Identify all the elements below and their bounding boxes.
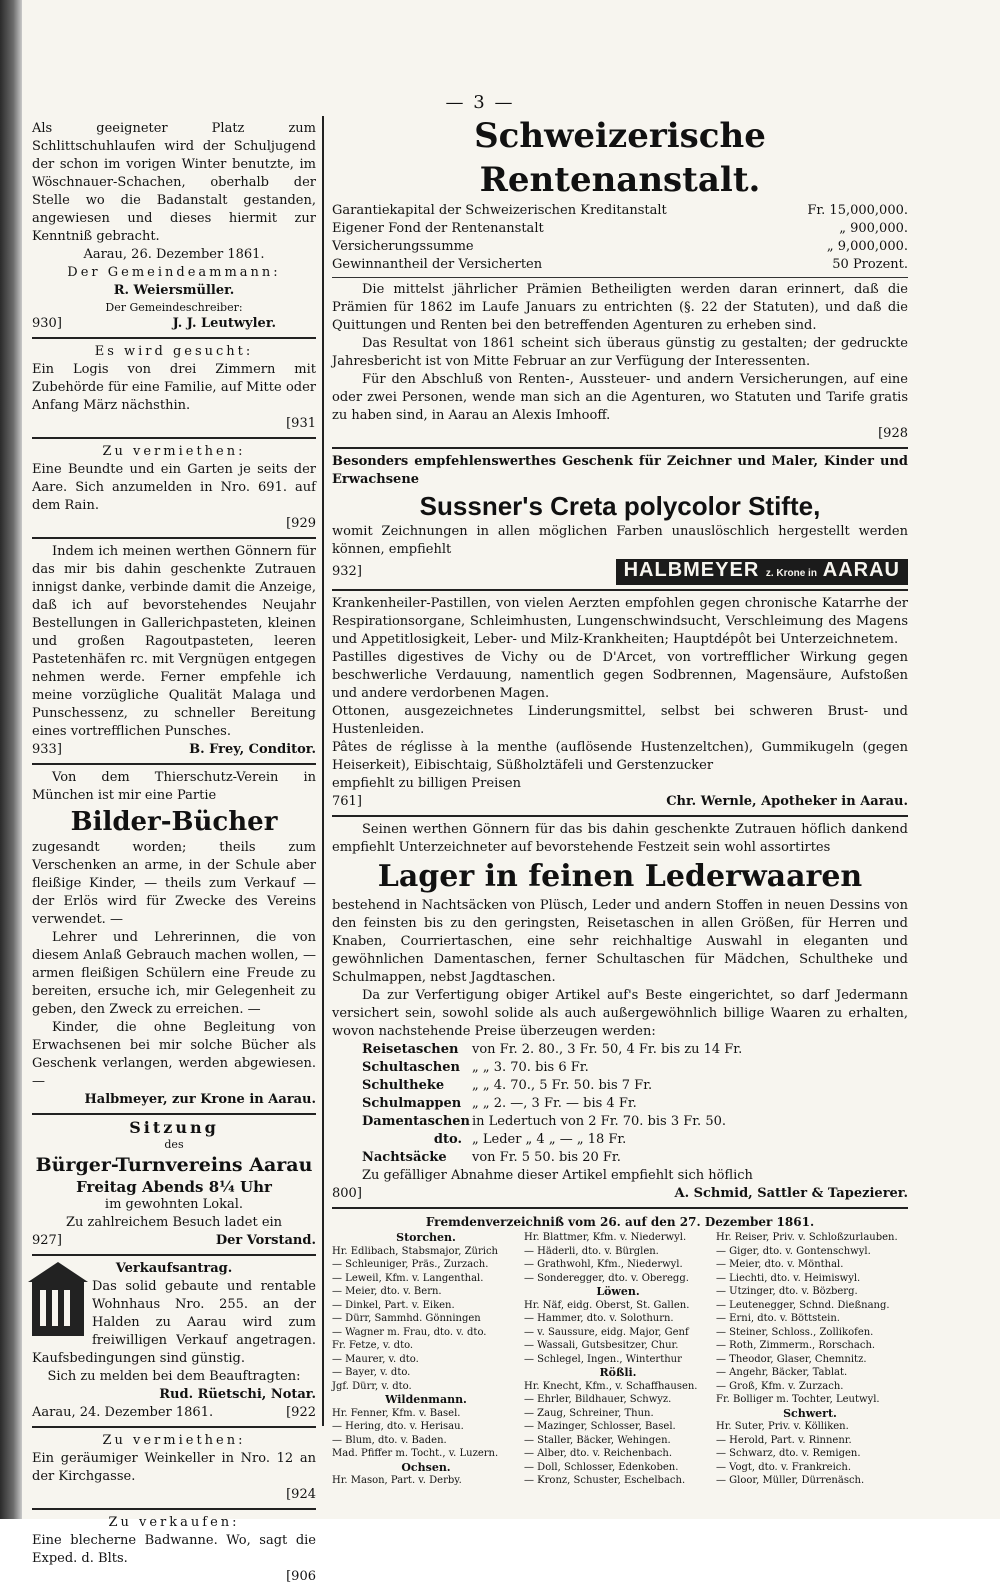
ad-heading: Zu verkaufen: [108, 1515, 240, 1530]
guest-entry: — Schlegel, Ingen., Winterthur [524, 1353, 682, 1365]
place-date: Aarau, 26. Dezember 1861. [83, 247, 265, 262]
guest-entry: Jgf. Dürr, v. dto. [332, 1380, 412, 1392]
ad-number: 761] [332, 794, 362, 809]
ad-text: Zu gefälliger Abnahme dieser Artikel empfiehlt sich höflich [362, 1168, 753, 1183]
guest-entry: Hr. Suter, Priv. v. Kölliken. [716, 1421, 849, 1432]
signer-name: Der Vorstand. [215, 1233, 316, 1248]
ad-heading: Es wird gesucht: [94, 344, 254, 359]
price-item: Schultheke [362, 1078, 445, 1093]
guest-entry: — Blum, dto. v. Baden. [332, 1434, 447, 1446]
halbmeyer-logo [616, 559, 908, 585]
ad-text: Ein geräumiger Weinkeller in Nro. 12 an der Kirchgasse. [32, 1451, 316, 1484]
ad-title: Lager in feinen Lederwaaren [377, 859, 863, 894]
ad-text: Ottonen, ausgezeichnetes Linderungsmittel, selbst bei schweren Brust- und Hustenleiden. [332, 704, 908, 737]
page-binding-edge [0, 0, 22, 1519]
signer-name: R. Weiersmüller. [113, 283, 235, 298]
price-value: „ „ 2. —, 3 Fr. — bis 4 Fr. [472, 1096, 637, 1111]
signer-name: A. Schmid, Sattler & Tapezierer. [674, 1186, 908, 1201]
ad-number: 930] [32, 316, 62, 331]
guest-entry: — Angehr, Bäcker, Tablat. [716, 1367, 848, 1378]
guest-entry: Hr. Fenner, Kfm. v. Basel. [332, 1407, 461, 1419]
price-item: Reisetaschen [362, 1042, 459, 1057]
guest-entry: — Dürr, Sammhd. Gönningen [332, 1313, 481, 1324]
guest-entry: Hr. Näf, eidg. Oberst, St. Gallen. [524, 1299, 690, 1311]
ad-number: [931 [286, 416, 316, 431]
signer-name: Rud. Rüetschi, Notar. [159, 1387, 316, 1402]
ad-number: [922 [286, 1405, 316, 1420]
fund-row [332, 202, 908, 220]
fund-label: Garantiekapital der Schweizerischen Kreditanstalt [332, 203, 667, 218]
ad-text: Pâtes de réglisse à la menthe (auflösende Hustenzeltchen), Gummikugeln (gegen Heiserkeit), Eibischtaig, Süßholztäfeli und Gerstenzucker [332, 740, 908, 773]
list-title: Fremdenverzeichniß vom 26. auf den 27. Dezember 1861. [425, 1215, 815, 1229]
ad-text: Für den Abschluß von Renten-, Aussteuer- und andern Versicherungen, auf eine oder zwei Personen, wende man sich an die Agenturen, wo Statuten und Tarife gratis zu haben sind, in Aarau an Alexis Imhooff. [332, 372, 908, 423]
ad-text: Das Resultat von 1861 scheint sich überaus günstig zu gestalten; der gedruckte Jahresbericht ist von Mitte Februar an zur Verfügung der Interessenten. [332, 336, 908, 369]
guest-entry: — Zaug, Schreiner, Thun. [524, 1407, 654, 1419]
ad-text: Eine Beundte und ein Garten je seits der Aare. Sich anzumelden in Nro. 691. auf dem Rain. [32, 462, 316, 513]
divider [32, 1508, 316, 1510]
ad-intro: Besonders empfehlenswerthes Geschenk für Zeichner und Maler, Kinder und Erwachsene [332, 454, 908, 487]
ad-heading: Zu vermiethen: [102, 1433, 246, 1448]
guest-entry: — v. Saussure, eidg. Major, Genf [524, 1326, 689, 1338]
hotel-name: Schwert. [783, 1406, 837, 1420]
guest-entry: — Meier, dto. v. Bern. [332, 1286, 442, 1297]
guest-entry: — Alber, dto. v. Reichenbach. [524, 1448, 673, 1459]
ad-turnverein [32, 1119, 316, 1250]
guest-entry: — Gloor, Müller, Dürrenäsch. [716, 1475, 865, 1486]
ad-text: Pastilles digestives de Vichy ou de D'Arcet, von vortrefflicher Wirkung gegen beschwerliche Verdauung, namentlich gegen Sodbrennen, Magensäure, Aufstoßen und andere verdorbenen Magen. [332, 650, 908, 701]
price-item: Schulmappen [362, 1096, 462, 1111]
ad-creta-stifte [332, 453, 908, 585]
fund-value: 50 Prozent. [832, 257, 908, 272]
ad-bilder-buecher [32, 769, 316, 1109]
guest-entry: — Ehrler, Bildhauer, Schwyz. [524, 1394, 672, 1405]
ad-text: womit Zeichnungen in allen möglichen Farben unauslöschlich hergestellt werden können, empfiehlt [332, 524, 908, 557]
guest-entry: — Schleuniger, Präs., Zurzach. [332, 1259, 489, 1270]
guest-entry: — Groß, Kfm. v. Zurzach. [716, 1380, 844, 1392]
guest-entry: — Mazinger, Schlosser, Basel. [524, 1421, 676, 1432]
guest-entry: — Dinkel, Part. v. Eiken. [332, 1299, 455, 1311]
ad-number: 932] [332, 564, 362, 579]
meeting-place: im gewohnten Lokal. [104, 1197, 244, 1212]
guest-entry: — Maurer, v. dto. [332, 1353, 419, 1365]
fund-label: Gewinnantheil der Versicherten [332, 257, 543, 272]
price-row [362, 1113, 908, 1131]
ad-number: 927] [32, 1233, 62, 1248]
guest-entry: — Grathwohl, Kfm., Niederwyl. [524, 1259, 683, 1270]
place-date: Aarau, 24. Dezember 1861. [32, 1405, 214, 1420]
guest-list [332, 1231, 908, 1488]
divider [32, 1113, 316, 1115]
divider [32, 437, 316, 439]
ad-text: Eine blecherne Badwanne. Wo, sagt die Exped. d. Blts. [32, 1533, 316, 1566]
guest-entry: — Utzinger, dto. v. Bözberg. [716, 1286, 858, 1297]
hotel-name: Rößli. [599, 1366, 637, 1379]
guest-entry: — Theodor, Glaser, Chemnitz. [716, 1353, 867, 1365]
ad-number: 933] [32, 742, 62, 757]
hotel-name: Wildenmann. [385, 1393, 467, 1406]
price-value: „ „ 4. 70., 5 Fr. 50. bis 7 Fr. [472, 1078, 653, 1093]
guest-entry: Hr. Edlibach, Stabsmajor, Zürich [332, 1245, 498, 1257]
page-number: — 3 — [445, 92, 515, 113]
ad-title: Bilder-Bücher [70, 807, 278, 837]
ad-intro: Von dem Thierschutz-Verein in München ist mir eine Partie [32, 770, 316, 803]
ad-title: Sussner's Creta polycolor Stifte, [419, 491, 821, 521]
ad-number: [928 [878, 426, 908, 441]
contact-line: Sich zu melden bei dem Beauftragten: [47, 1369, 301, 1384]
signer-name: Chr. Wernle, Apotheker in Aarau. [666, 794, 908, 809]
guest-entry: — Erni, dto. v. Böttstein. [716, 1313, 840, 1324]
guest-entry: — Herold, Part. v. Rinnenr. [716, 1434, 852, 1446]
guest-entry: — Leutenegger, Schnd. Dießnang. [716, 1299, 890, 1311]
ad-number: [924 [286, 1487, 316, 1502]
ad-text: Lehrer und Lehrerinnen, die von diesem Anlaß Gebrauch machen wollen, — armen fleißigen Schülern eine Freude zu bereiten, ersuche ich, mir Gelegenheit zu geben, den Zweck zu erreichen. — [32, 930, 316, 1017]
fund-value: „ 900,000. [839, 221, 908, 236]
ad-text: Als geeigneter Platz zum Schlittschuhlaufen wird der Schuljugend der schon im vorigen Winter benutzte, im Wöschnauer-Schachen, oberhalb der Stelle wo die Badanstalt gestanden, angewiesen und dieses hiermit zur Kenntniß gebracht. [32, 121, 316, 244]
ad-schlittschuh [32, 120, 316, 333]
price-item: Schultaschen [362, 1060, 460, 1075]
guest-entry: — Leweil, Kfm. v. Langenthal. [332, 1272, 484, 1284]
signer-name: Halbmeyer, zur Krone in Aarau. [84, 1092, 316, 1107]
logo-name: HALBMEYER [623, 559, 760, 581]
guest-entry: Hr. Reiser, Priv. v. Schloßzurlauben. [716, 1232, 898, 1243]
ad-number: 800] [332, 1186, 362, 1201]
guest-entry: Hr. Mason, Part. v. Derby. [332, 1475, 462, 1486]
price-item: Nachtsäcke [362, 1150, 447, 1165]
price-value: „ Leder „ 4 „ — „ 18 Fr. [472, 1132, 627, 1147]
price-row [362, 1059, 908, 1077]
price-row [362, 1095, 908, 1113]
guest-entry: — Bayer, v. dto. [332, 1367, 411, 1378]
divider [332, 277, 908, 278]
left-column [32, 120, 316, 1584]
ad-text: Ein Logis von drei Zimmern mit Zubehörde für eine Familie, auf Mitte oder Anfang März nächsthin. [32, 362, 316, 413]
guest-entry: — Roth, Zimmerm., Rorschach. [716, 1340, 876, 1351]
price-row [362, 1131, 908, 1149]
guest-entry: Mad. Pfiffer m. Tocht., v. Luzern. [332, 1448, 499, 1459]
ad-number: [929 [286, 516, 316, 531]
fund-label: Versicherungssumme [332, 239, 474, 254]
ad-text: bestehend in Nachtsäcken von Plüsch, Leder und andern Stoffen in neuen Dessins von den feinsten bis zu den geringsten, Reisetaschen in allen Größen, für Herren und Knaben, Courriertaschen, eine sehr reichhaltige Auswahl in eleganten und gewöhnlichen Damentaschen, ferner Schultaschen für Mädchen, Schultheke und Schulmappen, nebst Jagdtaschen. [332, 898, 908, 985]
signer-name: B. Frey, Conditor. [189, 742, 316, 757]
guest-entry: — Kronz, Schuster, Eschelbach. [524, 1475, 686, 1486]
price-row [362, 1149, 908, 1167]
signer-title: Der Gemeindeammann: [67, 265, 281, 280]
logo-small: z. Krone in [765, 568, 817, 579]
ad-number: [906 [286, 1569, 316, 1584]
fund-row [332, 238, 908, 256]
column-divider [322, 116, 324, 1426]
logo-city: AARAU [822, 559, 900, 581]
price-list [332, 1041, 908, 1167]
house-icon [32, 1280, 84, 1336]
price-value: von Fr. 5 50. bis 20 Fr. [472, 1150, 621, 1165]
price-item: dto. [433, 1132, 462, 1147]
guest-entry: — Hammer, dto. v. Solothurn. [524, 1313, 674, 1324]
guest-entry: Hr. Knecht, Kfm., v. Schaffhausen. [524, 1380, 698, 1392]
ad-text: Da zur Verfertigung obiger Artikel auf's Beste eingerichtet, so darf Jedermann versichert sein, sowohl solide als auch außergewöhnlich billige Waaren zu erhalten, wovon nachstehende Preise überzeugen werden: [332, 988, 908, 1039]
hotel-name: Storchen. [396, 1231, 456, 1244]
guest-entry: — Wassali, Gutsbesitzer, Chur. [524, 1340, 679, 1351]
fund-row [332, 256, 908, 274]
divider [32, 1426, 316, 1428]
ad-frey [32, 543, 316, 759]
ad-weinkeller [32, 1432, 316, 1504]
price-item: Damentaschen [362, 1114, 471, 1129]
guest-entry: — Staller, Bäcker, Wehingen. [524, 1434, 671, 1446]
ad-text: Kinder, die ohne Begleitung von Erwachsenen bei mir solche Bücher als Geschenk verlangen, werden abgewiesen. — [32, 1020, 316, 1089]
ad-badwanne [32, 1514, 316, 1586]
price-value: in Ledertuch von 2 Fr. 70. bis 3 Fr. 50. [472, 1114, 726, 1129]
ad-text: Krankenheiler-Pastillen, von vielen Aerzten empfohlen gegen chronische Katarrhe der Respirationsorgane, Schleimhusten, Lungenschwindsucht, Verschleimung des Magens und Appetitlosigkeit, Leber- und Milz-Krankheiten; Hauptdépôt bei Unterzeichnetem. [332, 596, 908, 647]
ad-text: Das solid gebaute und rentable Wohnhaus Nro. 255. an der Halden zu Aarau wird zum freiwilligen Verkauf angetragen. Kaufsbedingungen sind günstig. [32, 1279, 316, 1366]
fund-value: Fr. 15,000,000. [807, 203, 908, 218]
guest-entry: — Doll, Schlosser, Edenkoben. [524, 1461, 679, 1473]
ad-rentenanstalt [332, 114, 908, 443]
ad-intro: Seinen werthen Gönnern für das bis dahin geschenkte Zutrauen höflich dankend empfiehlt Unterzeichneter auf bevorstehende Festzeit sein wohl assortirtes [332, 822, 908, 855]
guest-entry: — Häderli, dto. v. Bürglen. [524, 1245, 659, 1257]
divider [332, 447, 908, 449]
ad-verkaufsantrag [32, 1260, 316, 1422]
fund-value: „ 9,000,000. [826, 239, 908, 254]
fund-label: Eigener Fond der Rentenanstalt [332, 221, 544, 236]
ad-lederwaaren [332, 821, 908, 1203]
price-row [362, 1041, 908, 1059]
guest-entry: — Liechti, dto. v. Heimiswyl. [716, 1272, 861, 1284]
ad-text: empfiehlt zu billigen Preisen [332, 776, 521, 791]
guest-entry: Fr. Fetze, v. dto. [332, 1340, 414, 1351]
guest-column [524, 1231, 716, 1488]
divider [32, 337, 316, 339]
meeting-time: Freitag Abends 8¼ Uhr [76, 1178, 272, 1196]
hotel-name: Löwen. [596, 1285, 640, 1298]
guest-entry: — Meier, dto. v. Mönthal. [716, 1259, 844, 1270]
guest-entry: Hr. Blattmer, Kfm. v. Niederwyl. [524, 1232, 687, 1243]
divider [32, 1254, 316, 1256]
ad-text: zugesandt worden; theils zum Verschenken an arme, in der Schule aber fleißige Kinder, — theils zum Verkauf — der Erlös wird für Zwecke des Vereins verwendet. — [32, 840, 316, 927]
ad-heading: Zu vermiethen: [102, 444, 246, 459]
ad-title: Schweizerische Rentenanstalt. [474, 116, 766, 200]
guest-entry: — Steiner, Schloss., Zollikofen. [716, 1326, 874, 1338]
clerk-title: Der Gemeindeschreiber: [105, 301, 243, 314]
ad-logis [32, 343, 316, 433]
ad-heading: Sitzung [129, 1118, 219, 1137]
fund-row [332, 220, 908, 238]
divider [332, 1207, 908, 1209]
ad-text: Indem ich meinen werthen Gönnern für das mir bis dahin geschenkte Zutrauen innigst danke, verbinde damit die Anzeige, daß ich auf bevorstehendes Neujahr Bestellungen in Gallerichpasteten, kleinen und großen Ragoutpasteten, leeren Pastetenhäfen rc. mit Vergnügen entgegen nehmen werde. Ferner empfehle ich meine vorzügliche Qualität Malaga und Punschessenz, zu schneller Bereitung eines vortrefflichen Punsches. [32, 544, 316, 739]
guest-entry: — Schwarz, dto. v. Remigen. [716, 1448, 861, 1459]
ad-title: Bürger-Turnvereins Aarau [35, 1154, 313, 1176]
guest-entry: — Hering, dto. v. Herisau. [332, 1421, 464, 1432]
right-column [332, 114, 908, 1486]
hotel-name: Ochsen. [401, 1460, 451, 1474]
guest-column [716, 1231, 908, 1488]
ad-pastillen [332, 595, 908, 811]
price-value: von Fr. 2. 80., 3 Fr. 50, 4 Fr. bis zu 14 Fr. [472, 1042, 743, 1057]
guest-column [332, 1231, 524, 1488]
clerk-name: J. J. Leutwyler. [172, 316, 276, 331]
ad-heading: Verkaufsantrag. [115, 1261, 233, 1276]
ad-beundte [32, 443, 316, 533]
ad-subheading: des [164, 1138, 184, 1151]
divider [332, 589, 908, 591]
ad-text: Die mittelst jährlicher Prämien Betheiligten werden daran erinnert, daß die Prämien für 1862 im Laufe Januars zu entrichten (§. 22 der Statuten), und daß die Quittungen und Renten bei den betreffenden Agenturen zu erheben sind. [332, 282, 908, 333]
divider [332, 815, 908, 817]
price-value: „ „ 3. 70. bis 6 Fr. [472, 1060, 589, 1075]
guest-entry: — Giger, dto. v. Gontenschwyl. [716, 1245, 871, 1257]
guest-entry: — Wagner m. Frau, dto. v. dto. [332, 1326, 487, 1338]
guest-entry: — Sonderegger, dto. v. Oberegg. [524, 1272, 689, 1284]
divider [32, 763, 316, 765]
guest-entry: — Vogt, dto. v. Frankreich. [716, 1461, 852, 1473]
price-row [362, 1077, 908, 1095]
ad-text: Zu zahlreichem Besuch ladet ein [65, 1215, 283, 1230]
guest-entry: Fr. Bolliger m. Tochter, Leutwyl. [716, 1394, 880, 1405]
divider [32, 537, 316, 539]
fremdenverzeichnis [332, 1213, 908, 1488]
